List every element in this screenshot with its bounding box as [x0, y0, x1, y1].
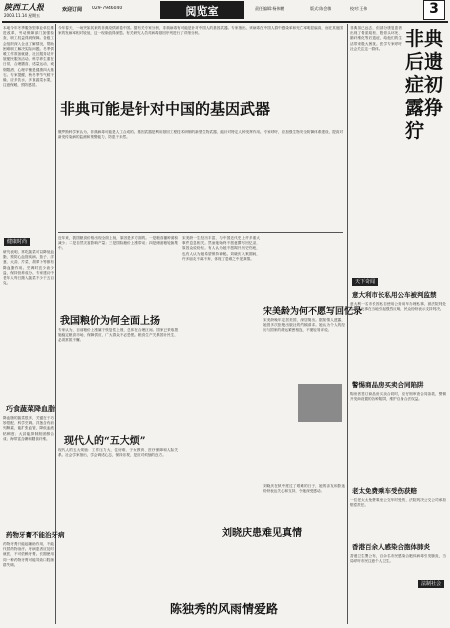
old-man-text: 一位老太太免费乘坐公交车时受伤，法院判决公交公司承担赔偿责任。: [350, 498, 446, 508]
headline-chen: 陈独秀的风雨情爱路: [170, 602, 279, 616]
masthead-rule: [2, 21, 448, 23]
headline-pork: 警惕商品房买卖合同陷阱: [352, 381, 424, 389]
section-label-law: 法制社会: [418, 580, 444, 588]
mid-center-text: 宋美龄一生经历丰富，与中国近代史上许多重大事件息息相关。然而她始终不愿意撰写回忆录，原因众说纷纭。有人认为她不愿揭开历史伤疤，也有人认为她希望保持神秘。刘晓庆入狱期间，许多朋友不离不弃，体现了患难之中见真情。: [182, 236, 260, 261]
headline-old-man: 老太免费乘车受伤获赔: [352, 487, 417, 495]
pork-text: 购房者签订商品房买卖合同时，应仔细审查合同条款，警惕开发商设置的各种陷阱，维护自身合法权益。: [350, 392, 446, 402]
headline-vertical: 非典后遗症初露狰狞: [405, 28, 444, 142]
section-banner: [160, 1, 244, 19]
editor: 责任编辑:杨伟鹏: [255, 6, 285, 11]
col-rule-2: [347, 24, 348, 624]
designer: 版式:陈会敏: [310, 6, 332, 11]
left-col-top-text: 本地今年冬季服务型事业单位推进改革，劳动保障部门加强检查，职工权益得到保障。各级工会组织深入企业了解情况，帮助困难职工解决实际问题。冬季供暖工作准备就绪，社区服务站开展便民服务活动。科学养生重在日常，合理膳食、适量运动、戒烟限酒、心理平衡是健康四大基石。专家提醒，秋冬季节气候干燥，应多饮水，多食蔬菜水果，注意保暖，预防感冒。: [3, 26, 54, 88]
section-label-health: 健康时尚: [4, 238, 30, 246]
issue-date: 2003.11.14 星期五: [4, 13, 41, 18]
section-title: 阅览室: [185, 5, 219, 18]
proofreader: 校对:王伟: [350, 6, 368, 11]
hk-text: 香港卫生署公布，百余名市民感染合胞体病毒引发肺炎，当局呼吁市民注意个人卫生。: [350, 554, 446, 564]
headline-ribbon: 巧食蔬菜降血脂: [6, 405, 55, 413]
headline-italy: 意大利市长私用公车被判监禁: [352, 291, 437, 299]
grain-story-text: 专家认为，目前粮价上涨属于恢复性上涨，总体在合理区间。国家已采取措施稳定粮食市场，保障供应，广大群众不必恐慌。粮食生产关系国计民生，必须常抓不懈。: [58, 328, 178, 343]
page-number-box: [423, 0, 445, 20]
headline-song: 宋美龄为何不愿写回忆录: [263, 307, 363, 317]
headline-main: 非典可能是针对中国的基因武器: [60, 100, 271, 118]
headline-drug: 药物牙膏不能治牙病: [6, 531, 65, 539]
right-col-top-text: 非典虽已远去，但部分康复患者出现了骨质疏松、股骨头坏死、肺纤维化等后遗症，给他们的生活带来极大困扰。医学专家呼吁社会关注这一群体。: [350, 26, 402, 51]
mid-left-text: 近年来，我国粮食价格出现全面上扬，原因是多方面的。一是粮食播种面积减少；二是自然灾害影响产量；三是国际粮价上涨带动；四是储备粮轮换集中。: [58, 236, 178, 251]
headline-grain: 我国粮价为何全面上扬: [60, 316, 160, 327]
section-label-world: 天下奇闻: [352, 278, 378, 286]
left-col-bottom-text: 药物牙膏只能起辅助作用，不能代替药物治疗。牙病患者应及时就医，不可依赖牙膏。长期使用同一种药物牙膏可能导致口腔菌群失调。: [3, 542, 54, 567]
left-col-lower-text: 降血脂的蔬菜很多，关键在于巧妙搭配、科学烹调。洋葱含有前列腺素，能扩张血管，降低血液粘稠度；大蒜能抑制胆固醇合成；海带富含碘和膳食纤维。: [3, 416, 54, 441]
liu-story-text: 刘晓庆在狱中度过了艰难的日子，她的亲友和影迷纷纷表达关心和支持，令她深受感动。: [263, 484, 345, 494]
ad-line: 欢迎订阅: [62, 7, 83, 13]
main-story-top-text: 今年春天，一场突如其来的非典疫情席卷中国。据有关专家分析，非典病毒有可能是针对中国人的基因武器。专家指出，该病毒在中国人群中感染率和死亡率明显偏高，而在其他国家的发病率相对较低，这一现象值得深思。有关研究人员对病毒基因序列进行了详细分析。: [58, 26, 343, 36]
headline-hk: 香港百余人感染合胞体肺炎: [352, 543, 430, 551]
main-story-body-text: 俄罗斯科学家认为，非典病毒可能是人工合成的。基因武器是利用基因工程技术研制的新型生物武器，能针对特定人种发挥作用。专家呼吁，应加强生物安全防御体系建设，提高对新发传染病的监测和预警能力，防患于未然。: [58, 130, 343, 140]
headline-five-big: 现代人的“五大烦”: [64, 436, 146, 447]
five-big-text: 现代人的五大烦恼：工作压力大、住房难、子女教育、医疗保障和人际关系。社会学家指出，学会调适心态，保持乐观，是应对烦恼的良方。: [58, 448, 178, 458]
main-story-rule: [58, 232, 343, 233]
italy-text: 意大利一名市长因私自使用公务用车办理私事，被法院判处监禁。此事在当地引起强烈反响，民众纷纷表示支持判决。: [350, 302, 446, 312]
headline-liu: 刘晓庆患难见真情: [222, 528, 302, 539]
song-story-text: 宋美龄晚年定居美国，深居简出。据知情人透露，她曾多次拒绝出版社的约稿请求。她认为个人的经历与国家的命运紧密相连，不便轻易评说。: [263, 318, 345, 333]
paper-name: 陕西工人报: [4, 2, 44, 12]
left-col-mid-text: 研究表明，常吃蔬菜可以降低血脂，预防心血管疾病。茄子、洋葱、大蒜、芹菜、胡萝卜等都有降血脂作用。烹调时宜少油少盐，保持营养成分。专家建议中老年人每日摄入蔬菜不少于五百克。: [3, 250, 54, 286]
page-number: 3: [429, 1, 439, 17]
phone: 029-7946040: [92, 6, 123, 11]
